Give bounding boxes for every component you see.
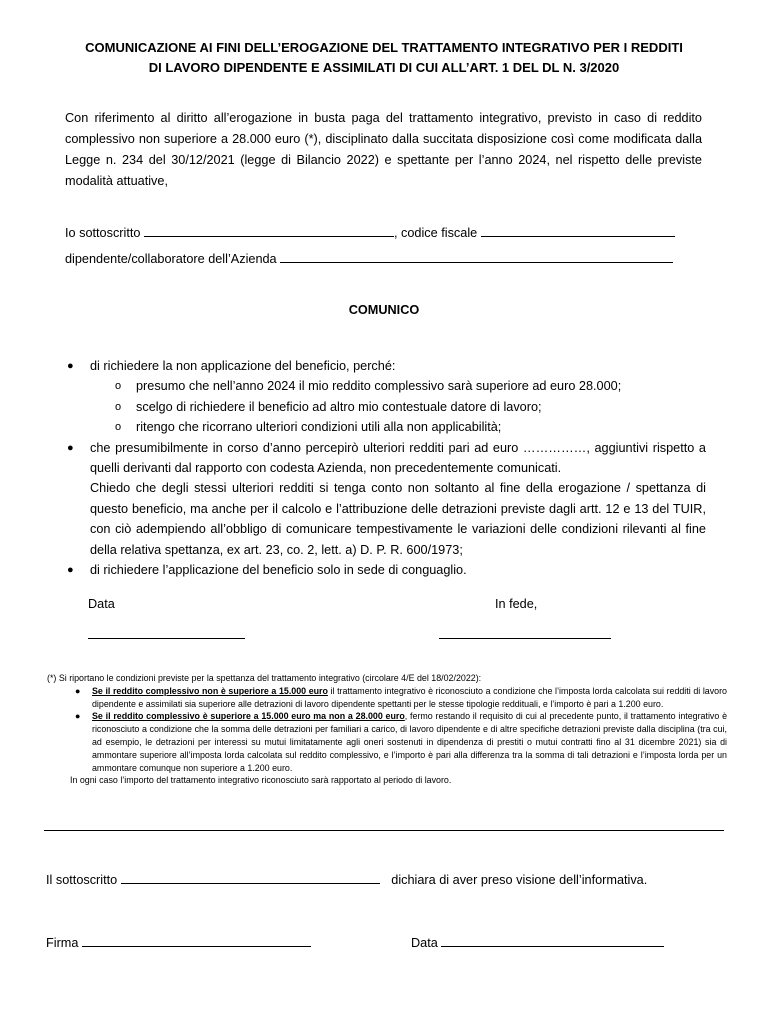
bottom-data-row (411, 934, 664, 951)
intro-paragraph: Con riferimento al diritto all’erogazione in busta paga del trattamento integrativo, previsto in caso di reddito complessivo non superiore a 28.000 euro (*), disciplinato dalla succitata disposizione così come modificata dalla Legge n. 234 del 30/12/2021 (legge di Bilancio 2022) e spettante per l’anno 2024, nel rispetto delle previste modalità attuative, (65, 111, 702, 188)
choice-item-2-paragraph: Chiedo che degli stessi ulteriori redditi si tenga conto non soltanto al fine della erogazione / spettanza di questo beneficio, ma anche per il calcolo e l’attribuzione delle detrazioni previste dagli artt. 12 e 13 del TUIR, con ciò adempiendo all’obbligo di comunicare tempestivamente le variazioni delle condizioni rilevanti al fine della relativa spettanza, ex art. 23, co. 2, lett. a) D. P. R. 600/1973; (90, 481, 706, 557)
document-title (40, 38, 728, 78)
sub-choice-3-text: ritengo che ricorrano ulteriori condizioni utili alla non applicabilità; (136, 420, 502, 435)
choice-item-2-text: che presumibilmente in corso d’anno percepirò ulteriori redditi pari ad euro ……………, aggiuntivi rispetto a quelli derivanti dal rapporto con codesta Azienda, non precedentemente comunicati. (90, 440, 706, 476)
codice-fiscale-label: , codice fiscale (393, 226, 478, 240)
footnote-intro: (*) Si riportano le condizioni previste per la spettanza del trattamento integrativo (circolare 4/E del 18/02/2022): (47, 673, 482, 683)
sottoscritto-label: Io sottoscritto (65, 226, 141, 240)
circle-bullet-icon: o (115, 380, 122, 393)
sottoscritto-name-field[interactable] (144, 224, 394, 237)
dichiara-text: dichiara di aver preso visione dell’informativa. (391, 873, 648, 887)
separator-line (44, 830, 724, 831)
bottom-sottoscritto-label: Il sottoscritto (46, 873, 118, 887)
bottom-sottoscritto-field[interactable] (121, 871, 380, 884)
azienda-row (65, 250, 673, 267)
bottom-data-field[interactable] (441, 934, 664, 947)
sub-choice-1 (66, 376, 706, 396)
choice-item-1 (66, 356, 706, 376)
dipendente-label: dipendente/collaboratore dell’Azienda (65, 252, 277, 266)
choice-item-3-text: di richiedere l’applicazione del beneficio solo in sede di conguaglio. (90, 563, 467, 578)
codice-fiscale-field[interactable] (481, 224, 675, 237)
choice-item-2 (66, 438, 706, 479)
firma-label: Firma (46, 936, 79, 950)
azienda-field[interactable] (280, 250, 673, 263)
bottom-sottoscritto-row (46, 871, 647, 888)
sub-choice-3 (66, 417, 706, 437)
footnote-item-2-bold: Se il reddito complessivo è superiore a 15.000 euro ma non a 28.000 euro (92, 711, 405, 722)
bullet-icon: ● (75, 711, 81, 722)
firma-row (46, 934, 311, 951)
choice-item-1-text: di richiedere la non applicazione del beneficio, perché: (90, 359, 396, 373)
data-label: Data (88, 597, 115, 611)
footnote-item-1-text: il trattamento integrativo è riconosciuto a condizione che l’imposta lorda calcolata sui redditi di lavoro dipendente e assimilati sia superiore alle detrazioni di lavoro dipendente spettanti per le stesse tipologie reddituali, e l’importo è pari a 1.200 euro. (92, 685, 727, 709)
footnote-item-1 (47, 685, 727, 711)
bullet-icon: ● (75, 685, 81, 696)
in-fede-signature-field[interactable] (439, 638, 611, 639)
data-field[interactable] (88, 638, 245, 639)
sub-choice-2 (66, 397, 706, 417)
circle-bullet-icon: o (115, 400, 122, 413)
footnote-item-1-bold: Se il reddito complessivo non è superiore a 15.000 euro (92, 685, 328, 696)
footnote-item-2 (47, 710, 727, 774)
comunico-heading: COMUNICO (348, 303, 420, 317)
choice-item-3 (66, 560, 706, 580)
footnote-item-2-text: , fermo restando il requisito di cui al precedente punto, il trattamento integrativo è riconosciuto a condizione che la somma delle detrazioni per familiari a carico, di lavoro dipendente e di altre specifiche detrazioni previste dalla disciplina (tra cui, ad esempio, le detrazioni per interessi su mutui limitatamente agli oneri sostenuti in dipendenza di prestiti o mutui contratti fino al 31 dicembre 2021) sia di ammontare superiore all’imposta lorda calcolata sul reddito complessivo, e l’importo è pari alla differenza tra la somma di tali detrazioni e l’imposta lorda per un ammontare comunque non superiore a 1.200 euro. (92, 711, 728, 773)
footnote (47, 672, 727, 787)
bullet-icon: ● (67, 360, 74, 372)
in-fede-label: In fede, (495, 597, 538, 611)
bottom-data-label: Data (411, 936, 438, 950)
footnote-closing: In ogni caso l’importo del trattamento integrativo riconosciuto sarà rapportato al periodo di lavoro. (70, 775, 452, 786)
firma-field[interactable] (82, 934, 311, 947)
bullet-icon: ● (67, 441, 74, 454)
sub-choice-2-text: scelgo di richiedere il beneficio ad altro mio contestuale datore di lavoro; (136, 399, 542, 414)
sub-choice-1-text: presumo che nell’anno 2024 il mio reddito complessivo sarà superiore ad euro 28.000; (136, 379, 622, 394)
title-line-2: DI LAVORO DIPENDENTE E ASSIMILATI DI CUI ALL’ART. 1 DEL DL N. 3/2020 (148, 60, 620, 75)
title-line-1: COMUNICAZIONE AI FINI DELL’EROGAZIONE DEL TRATTAMENTO INTEGRATIVO PER I REDDITI (85, 40, 683, 55)
sottoscritto-row (65, 224, 675, 241)
choices-list (66, 356, 706, 580)
bullet-icon: ● (67, 564, 74, 577)
circle-bullet-icon: o (115, 421, 122, 434)
